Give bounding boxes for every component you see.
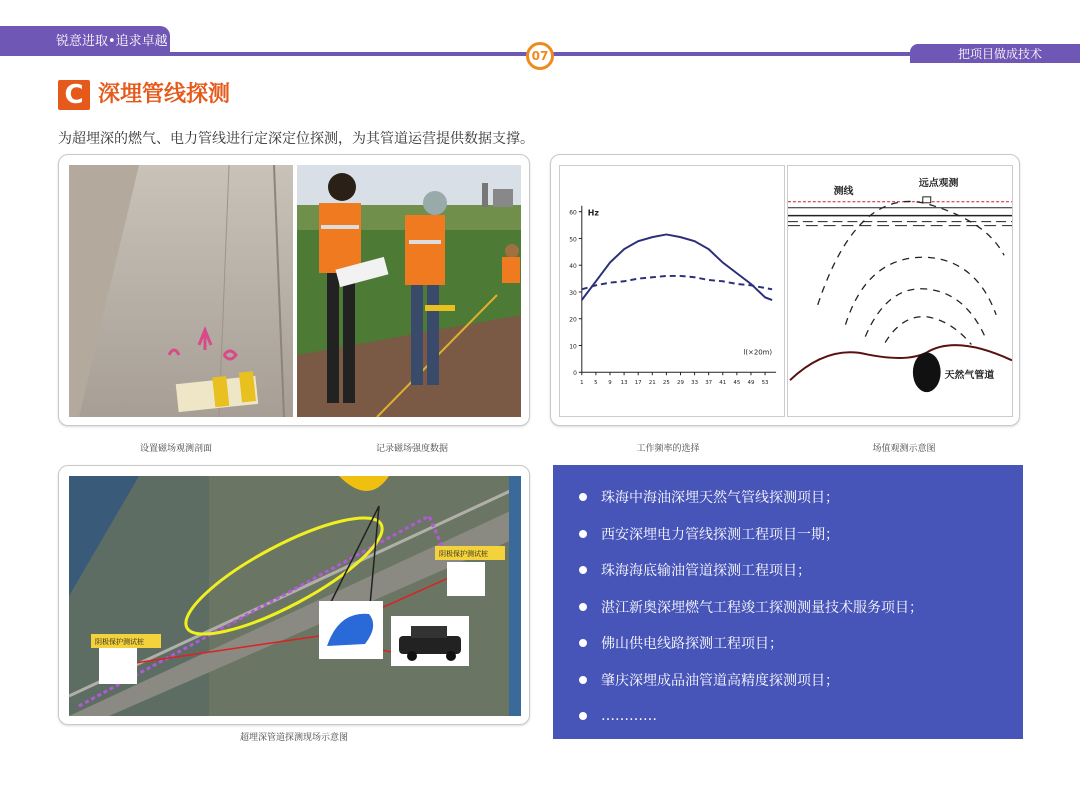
frequency-chart <box>559 165 785 417</box>
photo-panel <box>58 154 530 426</box>
x-tick-label: 21 <box>648 380 656 387</box>
chart1-caption: 工作频率的选择 <box>636 444 700 454</box>
y-tick-label: 10 <box>569 343 577 351</box>
field-recording-photo <box>297 165 521 417</box>
x-tick-label: 5 <box>594 380 598 387</box>
list-item: 珠海海底输油管道探测工程项目； <box>579 552 1023 589</box>
test-pile-label-left-text: 阴极保护测试桩 <box>95 638 144 646</box>
pipe-label: 天然气管道 <box>944 370 995 382</box>
y-tick-label: 30 <box>569 289 577 297</box>
list-item: 湛江新奥深埋燃气工程竣工探测测量技术服务项目； <box>579 589 1023 626</box>
y-tick-label: 60 <box>569 209 577 217</box>
y-tick-label: 50 <box>569 236 577 244</box>
chart2-caption: 场值观测示意图 <box>872 444 936 454</box>
y-axis-label: Hz <box>587 208 599 218</box>
x-axis-label: l(×20m) <box>743 348 773 357</box>
header-slogan: 锐意进取•追求卓越 <box>0 26 170 56</box>
x-tick-label: 29 <box>677 380 684 387</box>
list-item: ………… <box>579 698 1023 735</box>
x-tick-label: 37 <box>705 380 713 387</box>
field-curve-middle <box>845 257 996 324</box>
field-curve-inner <box>865 289 986 340</box>
y-tick-label: 20 <box>569 316 577 324</box>
list-item: 肇庆深埋成品油管道高精度探测项目； <box>579 662 1023 699</box>
x-tick-label: 49 <box>747 380 755 387</box>
section-letter-icon: C <box>58 80 90 110</box>
list-item: 珠海中海油深埋天然气管线探测项目； <box>579 479 1023 516</box>
map-panel <box>58 465 530 725</box>
bullet-icon <box>579 530 587 538</box>
extremum-label: 远点观测 <box>918 177 959 189</box>
chart-panel <box>550 154 1020 426</box>
photo2-caption: 记录磁场强度数据 <box>375 444 448 454</box>
y-tick-label: 40 <box>569 263 577 271</box>
test-pile-label-right-text: 阴极保护测试桩 <box>439 550 488 558</box>
pipe-cross-section <box>913 352 941 392</box>
section-description: 为超埋深的燃气、电力管线进行定深定位探测，为其管道运营提供数据支撑。 <box>58 131 534 147</box>
x-tick-label: 41 <box>719 380 727 387</box>
road-survey-photo <box>69 165 293 417</box>
list-item: 佛山供电线路探测工程项目； <box>579 625 1023 662</box>
observation-point-marker <box>923 197 931 203</box>
field-curve-core <box>885 317 971 345</box>
bullet-icon <box>579 712 587 720</box>
bullet-icon <box>579 676 587 684</box>
x-tick-label: 1 <box>580 380 584 387</box>
project-list <box>553 465 1023 739</box>
bullet-icon <box>579 566 587 574</box>
field-diagram <box>787 165 1013 417</box>
x-tick-label: 45 <box>733 380 741 387</box>
list-item: 西安深埋电力管线探测工程项目一期； <box>579 516 1023 553</box>
bullet-icon <box>579 493 587 501</box>
measure-line-label: 测线 <box>833 185 854 197</box>
y-tick-label: 0 <box>573 370 577 378</box>
photo1-caption: 设置磁场观测剖面 <box>139 444 212 454</box>
x-tick-label: 9 <box>608 380 612 387</box>
bullet-icon <box>579 639 587 647</box>
satellite-map <box>69 476 521 716</box>
x-tick-label: 13 <box>620 380 628 387</box>
header-tagline: 把项目做成技术 <box>910 44 1080 63</box>
x-tick-label: 53 <box>761 380 769 387</box>
x-tick-label: 33 <box>691 380 699 387</box>
series-line-solid <box>582 234 772 300</box>
bullet-icon <box>579 603 587 611</box>
page-number: 07 <box>526 42 554 70</box>
section-title: 深埋管线探测 <box>98 82 231 107</box>
x-tick-label: 25 <box>662 380 670 387</box>
map-caption: 超埋深管道探测现场示意图 <box>239 733 348 743</box>
x-tick-label: 17 <box>634 380 642 387</box>
